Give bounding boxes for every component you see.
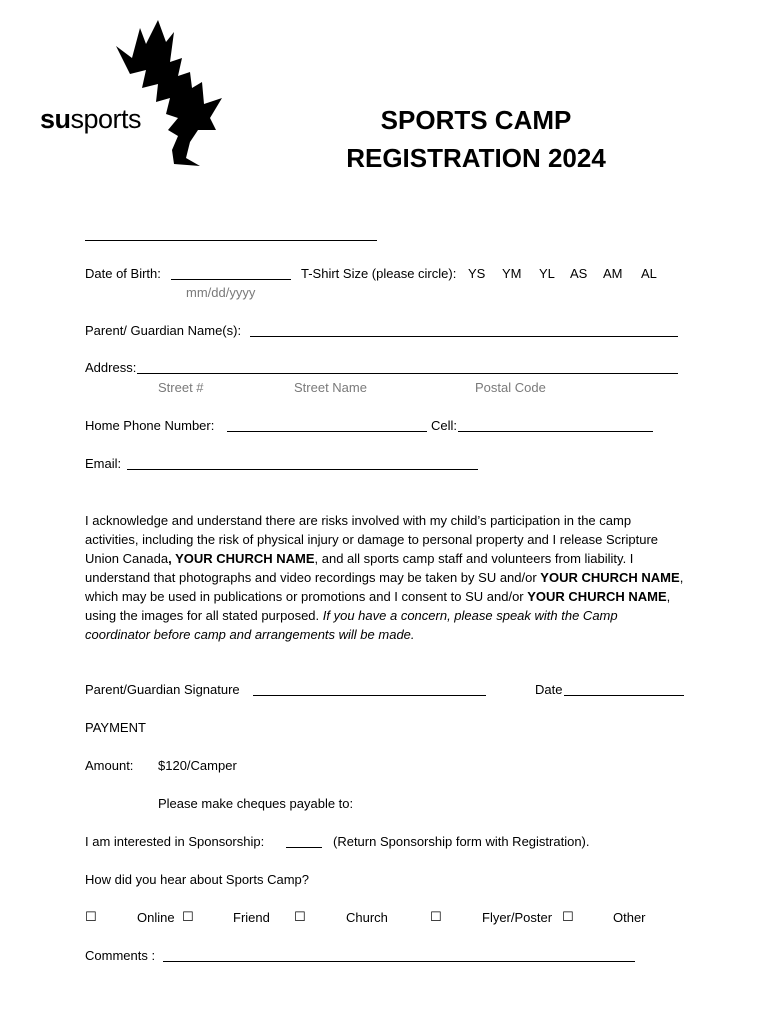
sponsorship-label: I am interested in Sponsorship: [85,834,265,849]
email-label: Email: [85,456,122,471]
tshirt-size-as[interactable]: AS [570,266,588,281]
cell-label: Cell: [431,418,458,433]
comments-field[interactable] [163,961,635,962]
tshirt-size-ys[interactable]: YS [468,266,486,281]
title-line-2: REGISTRATION 2024 [346,143,606,173]
address-hint-postal-code: Postal Code [475,380,546,395]
address-label: Address: [85,360,137,375]
tshirt-size-am[interactable]: AM [603,266,623,281]
email-field[interactable] [127,469,478,470]
address-field[interactable] [137,373,678,374]
address-hint-street-name: Street Name [294,380,367,395]
parent-name-label: Parent/ Guardian Name(s): [85,323,242,338]
tshirt-size-al[interactable]: AL [641,266,657,281]
church-name-1: , YOUR CHURCH NAME [168,551,315,566]
consent-paragraph [85,511,685,644]
checkbox-friend[interactable]: ☐ [182,909,194,924]
home-phone-field[interactable] [227,431,427,432]
consent-note: If you have a concern, please speak with the Camp coordinator before camp and arrangements will be made. [85,608,618,642]
amount-value: $120/Camper [158,758,237,773]
dob-label: Date of Birth: [85,266,161,281]
consent-text-4: , using the images for all stated purposed. [85,589,671,623]
checkbox-other[interactable]: ☐ [562,909,574,924]
checkbox-flyer-poster[interactable]: ☐ [430,909,442,924]
title-line-1: SPORTS CAMP [380,105,572,135]
church-name-3: YOUR CHURCH NAME [527,589,667,604]
checkbox-church[interactable]: ☐ [294,909,306,924]
sponsorship-field[interactable] [286,847,322,848]
payment-heading: PAYMENT [85,720,146,735]
parent-name-field[interactable] [250,336,678,337]
logo-wordmark: susports [40,104,142,134]
date-field[interactable] [564,695,684,696]
camper-name-field[interactable] [85,240,377,241]
hear-about-label: How did you hear about Sports Camp? [85,872,310,887]
home-phone-label: Home Phone Number: [85,418,215,433]
page-title [316,101,636,177]
tshirt-size-yl[interactable]: YL [539,266,555,281]
option-friend-label: Friend [233,910,270,925]
signature-field[interactable] [253,695,486,696]
tshirt-label: T-Shirt Size (please circle): [301,266,457,281]
consent-text-3: , which may be used in publications or promotions and I consent to SU and/or [85,570,684,604]
amount-label: Amount: [85,758,134,773]
cell-field[interactable] [458,431,653,432]
signature-label: Parent/Guardian Signature [85,682,240,697]
tshirt-size-ym[interactable]: YM [502,266,522,281]
option-church-label: Church [346,910,388,925]
option-online-label: Online [137,910,175,925]
consent-text-1: I acknowledge and understand there are risks involved with my child’s participation in the camp activities, including the risk of physical injury or damage to personal property and I release Scripture Union Canada [85,513,659,566]
church-name-2: YOUR CHURCH NAME [540,570,680,585]
consent-text-2: , and all sports camp staff and volunteers from liability. I understand that photographs and video recordings may be taken by SU and/or [85,551,634,585]
address-hint-street-number: Street # [158,380,204,395]
sponsorship-note: (Return Sponsorship form with Registration). [333,834,590,849]
maple-leaf-logo-icon [112,18,224,166]
dob-field[interactable] [171,279,291,280]
comments-label: Comments : [85,948,156,963]
cheque-note: Please make cheques payable to: [158,796,354,811]
option-other-label: Other [613,910,646,925]
date-label: Date [535,682,563,697]
checkbox-online[interactable]: ☐ [85,909,97,924]
dob-hint: mm/dd/yyyy [186,285,256,300]
option-flyer-poster-label: Flyer/Poster [482,910,553,925]
